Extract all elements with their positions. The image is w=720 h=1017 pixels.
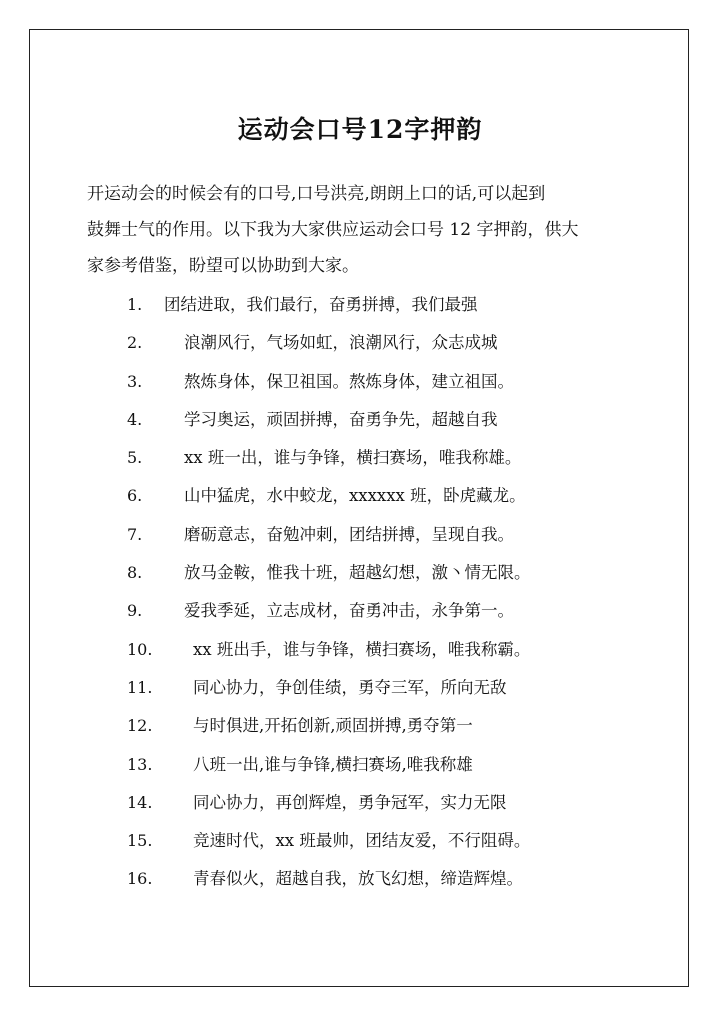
item-text: 放马金鞍，惟我十班，超越幻想，激丶情无限。 (184, 563, 531, 583)
list-item (0, 784, 720, 822)
item-text: 爱我季延，立志成材，奋勇冲击，永争第一。 (184, 601, 514, 621)
item-number: 14. (127, 792, 153, 812)
intro-line: 家参考借鉴，盼望可以协助到大家。 (87, 256, 359, 276)
item-text: xx 班一出，谁与争锋，横扫赛场，唯我称雄。 (184, 448, 522, 468)
list-item (0, 477, 720, 515)
item-number: 8. (127, 563, 143, 583)
item-number: 5. (127, 448, 143, 468)
item-number: 10. (127, 639, 153, 659)
item-text: 竞速时代，xx 班最帅，团结友爱，不行阻碍。 (193, 831, 531, 851)
item-text: 与时俱进,开拓创新,顽固拼搏,勇夺第一 (193, 716, 473, 736)
list-item (0, 746, 720, 784)
slogan-list (0, 286, 720, 899)
item-number: 15. (127, 831, 153, 851)
list-item (0, 554, 720, 592)
item-text: 学习奥运，顽固拼搏，奋勇争先，超越自我 (184, 409, 498, 429)
item-number: 3. (127, 371, 143, 391)
intro-paragraph (87, 176, 647, 284)
list-item (0, 707, 720, 745)
item-text: 团结进取，我们最行，奋勇拼搏，我们最强 (164, 295, 478, 314)
item-number: 2. (127, 333, 143, 353)
list-item (0, 439, 720, 477)
item-number: 11. (127, 677, 153, 697)
list-item (0, 401, 720, 439)
intro-line: 开运动会的时候会有的口号,口号洪亮,朗朗上口的话,可以起到 (87, 184, 546, 204)
item-text: xx 班出手，谁与争锋，横扫赛场，唯我称霸。 (193, 639, 531, 659)
item-text: 磨砺意志，奋勉冲刺，团结拼搏，呈现自我。 (184, 524, 514, 544)
item-number: 6. (127, 486, 143, 506)
item-text: 浪潮风行，气场如虹，浪潮风行，众志成城 (184, 333, 498, 353)
intro-line: 鼓舞士气的作用。以下我为大家供应运动会口号 12 字押韵，供大 (87, 220, 579, 240)
list-item (0, 822, 720, 860)
item-number: 12. (127, 716, 153, 736)
list-item (0, 669, 720, 707)
item-text: 山中猛虎，水中蛟龙，xxxxxx 班，卧虎藏龙。 (184, 486, 526, 506)
list-item (0, 516, 720, 554)
item-text: 八班一出,谁与争锋,横扫赛场,唯我称雄 (193, 754, 473, 774)
list-item (0, 363, 720, 401)
item-number: 1. (127, 295, 143, 314)
item-number: 9. (127, 601, 143, 621)
item-number: 4. (127, 409, 143, 429)
item-number: 7. (127, 524, 143, 544)
item-text: 同心协力，再创辉煌，勇争冠军，实力无限 (193, 792, 507, 812)
item-number: 13. (127, 754, 153, 774)
list-item (0, 286, 720, 324)
list-item (0, 592, 720, 630)
item-text: 青春似火，超越自我，放飞幻想，缔造辉煌。 (193, 869, 523, 889)
item-text: 熬炼身体，保卫祖国。熬炼身体，建立祖国。 (184, 371, 514, 391)
item-text: 同心协力，争创佳绩，勇夺三军，所向无敌 (193, 677, 507, 697)
list-item (0, 860, 720, 898)
item-number: 16. (127, 869, 153, 889)
list-item (0, 631, 720, 669)
list-item (0, 324, 720, 362)
document-title: 运动会口号12字押韵 (237, 115, 483, 144)
